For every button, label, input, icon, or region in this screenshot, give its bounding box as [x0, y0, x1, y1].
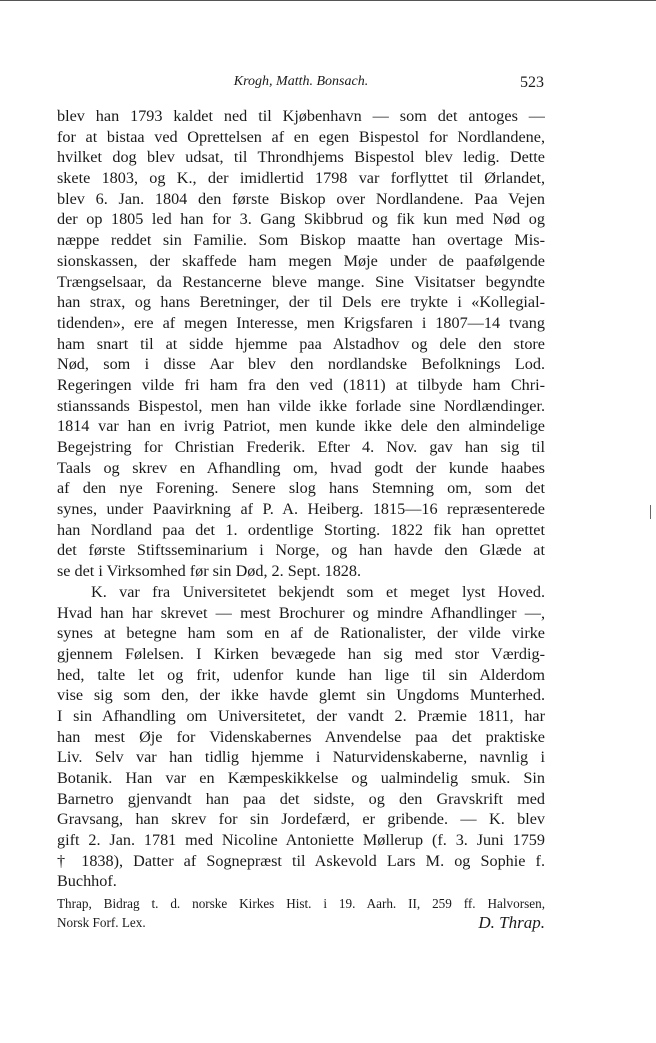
author-signature: D. Thrap. — [478, 913, 545, 933]
paragraph-2 — [57, 582, 545, 892]
text-line: næppe reddet sin Familie. Som Biskop maatte han overtage Mis- — [57, 231, 545, 250]
text-line: Gravsang, han skrev for sin Jordefærd, er gribende. — K. blev — [57, 810, 545, 829]
text-line: tidenden», ere af megen Interesse, men Krigsfaren i 1807—14 tvang — [57, 313, 545, 332]
text-line: Regeringen vilde fri ham fra den ved (1811) at tilbyde ham Chri- — [57, 375, 545, 394]
text-line: blev han 1793 kaldet ned til Kjøbenhavn — som det antoges — — [57, 107, 545, 125]
page-header — [58, 74, 544, 96]
text-line: skete 1803, og K., der imidlertid 1798 var forflyttet til Ørlandet, — [57, 169, 545, 188]
text-line: hvilket dog blev udsat, til Throndhjems Bispestol blev ledig. Dette — [57, 148, 545, 167]
text-line: han Nordland paa det 1. ordentlige Storting. 1822 fik han oprettet — [57, 520, 545, 539]
text-line: Nød, som i disse Aar blev den nordlandske Befolknings Lod. — [57, 355, 545, 374]
text-line: Hvad han har skrevet — mest Brochurer og mindre Afhandlinger —, — [57, 603, 545, 622]
text-line: Begejstring for Christian Frederik. Efter 4. Nov. gav han sig til — [57, 438, 545, 456]
text-line: Botanik. Han var en Kæmpeskikkelse og ualmindelig smuk. Sin — [57, 769, 545, 787]
text-line: K. var fra Universitetet bekjendt som et meget lyst Hoved. — [91, 582, 545, 601]
page-number: 523 — [520, 74, 544, 91]
text-line: Barnetro gjenvandt han paa det sidste, og den Gravskrift med — [57, 789, 545, 808]
margin-mark — [650, 505, 651, 519]
text-line: Liv. Selv var han tidlig hjemme i Naturvidenskaberne, navnlig i — [57, 748, 545, 767]
text-line: synes at betegne ham som en af de Rationalister, der vilde virke — [57, 624, 545, 643]
text-line: for at bistaa ved Oprettelsen af en egen Bispestol for Nordlandene, — [57, 127, 545, 146]
top-border-line — [0, 0, 656, 1]
text-line: Taals og skrev en Afhandling om, hvad godt der kunde haabes — [57, 458, 545, 477]
text-line: vise sig som den, der ikke havde glemt sin Ungdoms Munterhed. — [57, 686, 545, 705]
paragraph-1 — [57, 106, 545, 582]
text-line: han mest Øje for Videnskabernes Anvendelse paa det praktiske — [57, 727, 545, 746]
text-line: gift 2. Jan. 1781 med Nicoline Antoniette Møllerup (f. 3. Juni 1759 — [57, 831, 545, 850]
reference-line: Thrap, Bidrag t. d. norske Kirkes Hist. i 19. Aarh. II, 259 ff. Halvorsen, — [57, 896, 545, 912]
text-line: † 1838), Datter af Sognepræst til Askevold Lars M. og Sophie f. — [57, 851, 545, 870]
text-line: Trængselsaar, da Restancerne bleve mange. Sine Visitatser begyndte — [57, 272, 545, 291]
text-line: I sin Afhandling om Universitetet, der vandt 2. Præmie 1811, har — [57, 706, 545, 725]
text-line: stianssands Bispestol, men han vilde ikke forlade sine Nordlændinger. — [57, 396, 545, 415]
reference-line: Norsk Forf. Lex. — [57, 915, 146, 931]
reference-row — [57, 913, 545, 933]
text-line: han strax, og hans Beretninger, der til Dels ere trykte i «Kollegial- — [57, 293, 545, 312]
text-line: gjennem Følelsen. I Kirken bevægede han sig med stor Værdig- — [57, 644, 545, 663]
text-line: ham snart til at sidde hjemme paa Alstadhov og dele den store — [57, 334, 545, 353]
text-line: Buchhof. — [57, 872, 117, 891]
text-line: af den nye Forening. Senere slog hans Stemning om, som det — [57, 479, 545, 498]
references — [57, 895, 545, 933]
text-line: sionskassen, der skaffede ham megen Møje under de paafølgende — [57, 251, 545, 270]
text-line: hed, talte let og frit, udenfor kunde han lige til sin Alderdom — [57, 665, 545, 684]
article-body — [57, 106, 545, 933]
text-line: 1814 var han en ivrig Patriot, men kunde ikke dele den almindelige — [57, 417, 545, 436]
text-line: se det i Virksomhed før sin Død, 2. Sept. 1828. — [57, 562, 362, 581]
text-line: det første Stiftsseminarium i Norge, og han havde den Glæde at — [57, 541, 545, 560]
text-line: blev 6. Jan. 1804 den første Biskop over Nordlandene. Paa Vejen — [57, 189, 545, 208]
text-line: der op 1805 led han for 3. Gang Skibbrud og fik kun med Nød og — [57, 210, 545, 229]
running-title: Krogh, Matth. Bonsach. — [233, 74, 369, 89]
text-line: synes, under Paavirkning af P. A. Heiberg. 1815—16 repræsenterede — [57, 500, 545, 519]
